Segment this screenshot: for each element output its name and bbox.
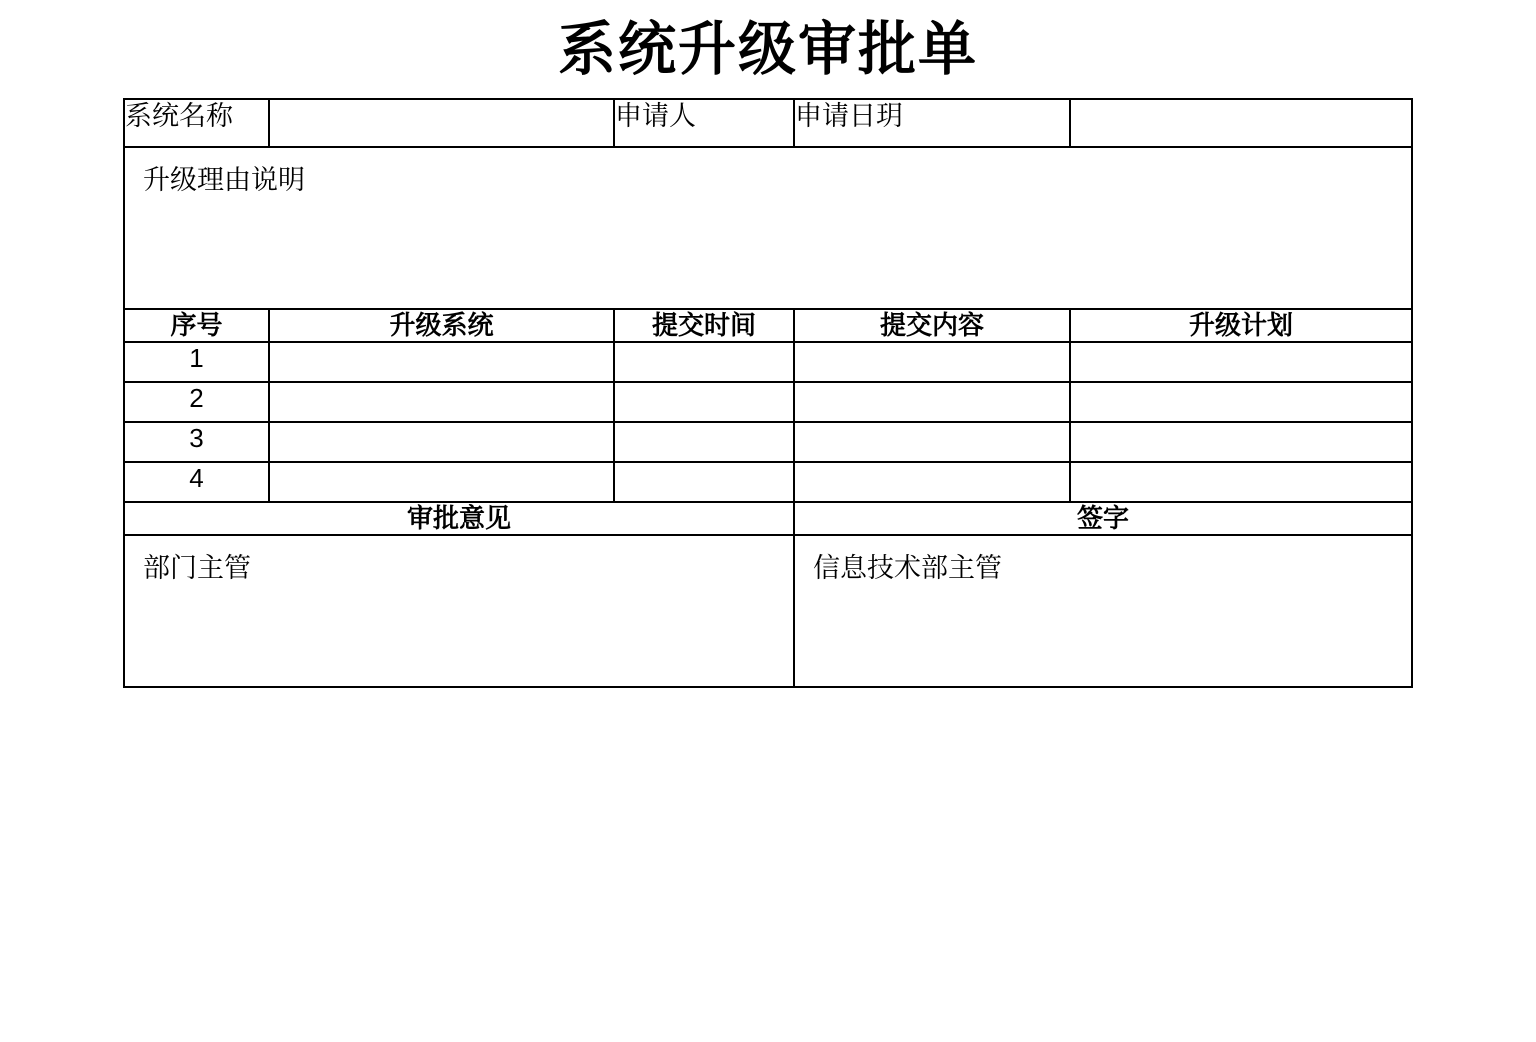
document-page [0, 18, 1536, 1042]
department-head-cell[interactable] [124, 535, 794, 687]
column-header-time: 提交时间 [614, 309, 794, 342]
row-plan-cell[interactable] [1070, 342, 1412, 382]
approval-opinion-header: 审批意见 [124, 502, 794, 535]
table-row [124, 422, 1412, 462]
row-content-cell[interactable] [794, 342, 1070, 382]
row-time-value [615, 343, 793, 344]
row-plan-value [1071, 343, 1411, 344]
applicant-label-cell [614, 99, 794, 147]
apply-date-value [1071, 100, 1411, 101]
row-content-value [795, 383, 1069, 384]
system-name-label-cell [124, 99, 269, 147]
it-head-label: 信息技术部主管 [813, 553, 1002, 584]
row-time-value [615, 463, 793, 464]
row-system-cell[interactable] [269, 342, 614, 382]
table-row [124, 342, 1412, 382]
apply-date-label-cell [794, 99, 1070, 147]
column-header-content: 提交内容 [794, 309, 1070, 342]
department-head-value [125, 601, 793, 633]
row-number: 4 [124, 462, 269, 502]
approval-form-table [123, 98, 1413, 688]
upgrade-reason-cell[interactable] [124, 147, 1412, 309]
row-time-cell[interactable] [614, 462, 794, 502]
it-head-value [795, 601, 1411, 633]
row-plan-value [1071, 423, 1411, 424]
row-plan-value [1071, 383, 1411, 384]
row-content-cell[interactable] [794, 462, 1070, 502]
row-content-cell[interactable] [794, 382, 1070, 422]
row-plan-cell[interactable] [1070, 462, 1412, 502]
table-row [124, 462, 1412, 502]
row-system-value [270, 463, 613, 464]
table-header-row [124, 309, 1412, 342]
row-content-value [795, 343, 1069, 344]
apply-date-label: 申请日玥 [795, 100, 903, 131]
upgrade-reason-value [125, 212, 1411, 244]
table-row [124, 99, 1412, 147]
row-system-value [270, 343, 613, 344]
row-time-value [615, 383, 793, 384]
row-system-cell[interactable] [269, 382, 614, 422]
apply-date-value-cell[interactable] [1070, 99, 1412, 147]
row-system-value [270, 383, 613, 384]
row-content-cell[interactable] [794, 422, 1070, 462]
system-name-label: 系统名称 [125, 100, 233, 131]
system-name-value-cell[interactable] [269, 99, 614, 147]
signature-header: 签字 [794, 502, 1412, 535]
column-header-system: 升级系统 [269, 309, 614, 342]
row-content-value [795, 423, 1069, 424]
applicant-label: 申请人 [615, 100, 696, 131]
row-time-value [615, 423, 793, 424]
upgrade-reason-label: 升级理由说明 [143, 164, 305, 195]
it-head-cell[interactable] [794, 535, 1412, 687]
table-row [124, 535, 1412, 687]
row-system-value [270, 423, 613, 424]
row-time-cell[interactable] [614, 382, 794, 422]
row-plan-value [1071, 463, 1411, 464]
table-header-row [124, 502, 1412, 535]
page-title: 系统升级审批单 [557, 17, 978, 82]
row-number: 3 [124, 422, 269, 462]
row-number: 1 [124, 342, 269, 382]
table-row [124, 382, 1412, 422]
row-number: 2 [124, 382, 269, 422]
row-plan-cell[interactable] [1070, 422, 1412, 462]
row-content-value [795, 463, 1069, 464]
column-header-no: 序号 [124, 309, 269, 342]
system-name-value [270, 100, 613, 101]
row-time-cell[interactable] [614, 422, 794, 462]
table-row [124, 147, 1412, 309]
row-time-cell[interactable] [614, 342, 794, 382]
row-plan-cell[interactable] [1070, 382, 1412, 422]
row-system-cell[interactable] [269, 422, 614, 462]
row-system-cell[interactable] [269, 462, 614, 502]
department-head-label: 部门主管 [143, 553, 251, 584]
column-header-plan: 升级计划 [1070, 309, 1412, 342]
